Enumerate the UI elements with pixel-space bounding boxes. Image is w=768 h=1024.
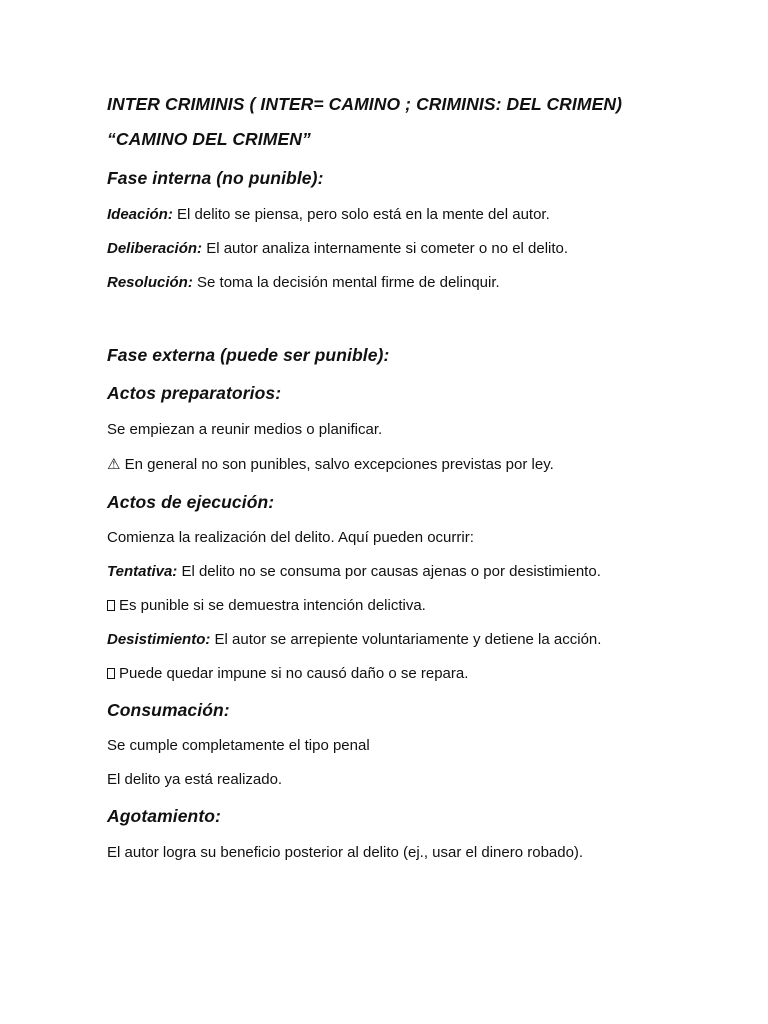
preparatory-warning-text: En general no son punibles, salvo excepciones previstas por ley.: [120, 456, 554, 473]
tentativa-line: [107, 564, 601, 579]
preparatory-heading: Actos preparatorios:: [107, 383, 282, 403]
external-phase-heading: Fase externa (puede ser punible):: [107, 345, 390, 365]
consumacion-line2: El delito ya está realizado.: [107, 771, 283, 788]
consumacion-line1: Se cumple completamente el tipo penal: [107, 737, 370, 754]
internal-phase-heading: Fase interna (no punible):: [107, 168, 324, 188]
desistimiento-note: Puede quedar impune si no causó daño o se repara.: [119, 665, 469, 682]
tentativa-term: Tentativa:: [107, 563, 178, 580]
consumacion-heading: Consumación:: [107, 700, 230, 720]
tentativa-text: El delito no se consuma por causas ajenas o por desistimiento.: [177, 563, 601, 580]
deliberacion-term: Deliberación:: [107, 240, 203, 257]
resolucion-text: Se toma la decisión mental firme de delinquir.: [192, 274, 500, 291]
desistimiento-line: [107, 632, 601, 647]
missing-glyph-icon: [107, 600, 115, 611]
agotamiento-line: El autor logra su beneficio posterior al delito (ej., usar el dinero robado).: [107, 844, 584, 861]
preparatory-line: Se empiezan a reunir medios o planificar.: [107, 421, 383, 438]
warning-icon: ⚠: [107, 456, 121, 473]
ideacion-term: Ideación:: [107, 206, 173, 223]
desistimiento-note-line: [107, 666, 468, 681]
missing-glyph-icon: [107, 668, 115, 679]
ideacion-text: El delito se piensa, pero solo está en la mente del autor.: [172, 206, 550, 223]
desistimiento-term: Desistimiento:: [107, 631, 211, 648]
execution-intro: Comienza la realización del delito. Aquí pueden ocurrir:: [107, 529, 474, 546]
resolucion-term: Resolución:: [107, 274, 193, 291]
tentativa-note-line: [107, 598, 426, 613]
document-title: INTER CRIMINIS ( INTER= CAMINO ; CRIMINIS: DEL CRIMEN): [107, 94, 623, 114]
desistimiento-text: El autor se arrepiente voluntariamente y detiene la acción.: [210, 631, 602, 648]
preparatory-warning-line: [107, 457, 554, 472]
tentativa-note: Es punible si se demuestra intención delictiva.: [119, 597, 426, 614]
deliberacion-text: El autor analiza internamente si cometer o no el delito.: [202, 240, 569, 257]
deliberacion-line: [107, 241, 568, 256]
execution-heading: Actos de ejecución:: [107, 492, 275, 512]
ideacion-line: [107, 207, 550, 222]
agotamiento-heading: Agotamiento:: [107, 806, 221, 826]
resolucion-line: [107, 275, 500, 290]
document-subtitle: “CAMINO DEL CRIMEN”: [107, 129, 311, 149]
